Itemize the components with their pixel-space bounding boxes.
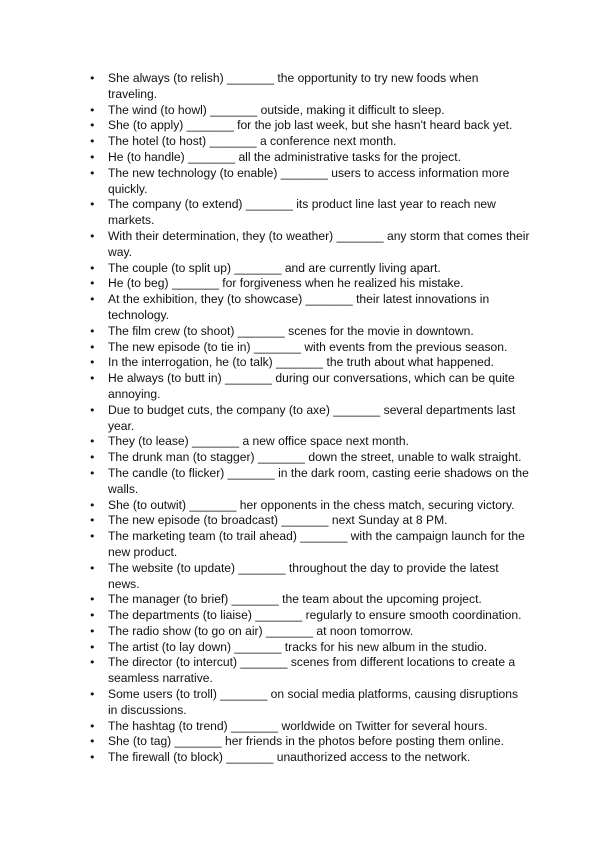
exercise-item [0,434,530,450]
exercise-item [0,340,530,356]
exercise-sentence: The new episode (to broadcast) _______ next Sunday at 8 PM. [108,513,448,528]
exercise-sentence: At the exhibition, they (to showcase) _______ their latest innovations in technology. [108,292,490,322]
exercise-sentence: The company (to extend) _______ its product line last year to reach new markets. [108,197,496,228]
exercise-sentence: Some users (to troll) _______ on social media platforms, causing disruptions in discussions. [108,687,519,717]
bullet-icon: • [89,688,96,702]
exercise-sentence: The hashtag (to trend) _______ worldwide on Twitter for several hours. [108,718,488,733]
exercise-sentence: The hotel (to host) _______ a conference next month. [108,134,397,149]
bullet-icon: • [89,435,96,449]
bullet-icon: • [89,103,96,117]
exercise-sentence: The new episode (to tie in) _______ with events from the previous season. [108,339,508,354]
exercise-item [0,655,530,687]
bullet-icon: • [89,166,96,180]
exercise-item [0,719,530,735]
exercise-item [0,624,530,640]
bullet-icon: • [89,403,96,417]
bullet-icon: • [89,150,96,164]
exercise-sentence: The departments (to liaise) _______ regularly to ensure smooth coordination. [108,608,522,623]
exercise-sentence: The firewall (to block) _______ unauthorized access to the network. [108,750,471,765]
exercise-item [0,197,530,229]
exercise-item [0,592,530,608]
exercise-sentence: The couple (to split up) _______ and are currently living apart. [108,260,441,275]
bullet-icon: • [89,277,96,291]
exercise-item [0,450,530,466]
exercise-item [0,71,530,103]
bullet-icon: • [89,530,96,544]
bullet-icon: • [89,561,96,575]
exercise-sentence: The marketing team (to trail ahead) _______ with the campaign launch for the new product. [108,529,525,559]
bullet-icon: • [89,640,96,654]
exercise-item [0,734,530,750]
bullet-icon: • [89,72,96,85]
exercise-sentence: In the interrogation, he (to talk) _______ the truth about what happened. [108,355,494,370]
bullet-icon: • [89,609,96,623]
exercise-item [0,103,530,119]
bullet-icon: • [89,466,96,480]
bullet-icon: • [89,372,96,386]
exercise-item [0,355,530,371]
exercise-item [0,229,530,261]
exercise-item [0,134,530,150]
exercise-sentence: The wind (to howl) _______ outside, making it difficult to sleep. [108,102,445,117]
exercise-sentence: With their determination, they (to weather) _______ any storm that comes their way. [108,228,530,259]
bullet-icon: • [89,735,96,749]
exercise-sentence: The director (to intercut) _______ scenes from different locations to create a seamless narrative. [108,655,516,686]
bullet-icon: • [89,514,96,528]
exercise-item [0,513,530,529]
exercise-item [0,403,530,435]
exercise-sentence: The radio show (to go on air) _______ at noon tomorrow. [108,623,414,638]
exercise-item [0,561,530,593]
bullet-icon: • [89,593,96,607]
exercise-sentence: He (to handle) _______ all the administrative tasks for the project. [108,149,461,164]
bullet-icon: • [89,751,96,765]
exercise-item [0,371,530,403]
exercise-item [0,261,530,277]
bullet-icon: • [89,293,96,307]
bullet-icon: • [89,656,96,670]
bullet-icon: • [89,719,96,733]
exercise-item [0,466,530,498]
exercise-sentence: She (to apply) _______ for the job last week, but she hasn't heard back yet. [108,118,513,133]
exercise-sentence: She (to outwit) _______ her opponents in the chess match, securing victory. [108,497,515,512]
exercise-sentence: The website (to update) _______ throughout the day to provide the latest news. [108,560,499,591]
bullet-icon: • [89,324,96,338]
exercise-sentence: He always (to butt in) _______ during our conversations, which can be quite annoying. [108,371,515,401]
bullet-icon: • [89,229,96,243]
exercise-item [0,687,530,719]
exercise-sentence: The new technology (to enable) _______ users to access information more quickly. [108,165,510,196]
bullet-icon: • [89,356,96,370]
exercise-sentence: He (to beg) _______ for forgiveness when he realized his mistake. [108,276,464,291]
bullet-icon: • [89,451,96,465]
bullet-icon: • [89,624,96,638]
bullet-icon: • [89,135,96,149]
exercise-sentence: The drunk man (to stagger) _______ down the street, unable to walk straight. [108,450,522,465]
exercise-sentence: The manager (to brief) _______ the team about the upcoming project. [108,592,482,607]
exercise-item [0,750,530,766]
exercise-sentence: She (to tag) _______ her friends in the photos before posting them online. [108,734,504,749]
exercise-item [0,166,530,198]
bullet-icon: • [89,498,96,512]
exercise-sentence: The film crew (to shoot) _______ scenes for the movie in downtown. [108,323,474,338]
exercise-sentence: Due to budget cuts, the company (to axe) _______ several departments last year. [108,402,516,433]
exercise-item [0,118,530,134]
bullet-icon: • [89,198,96,212]
exercise-item [0,292,530,324]
exercise-item [0,276,530,292]
exercise-item [0,608,530,624]
exercise-sentence: The candle (to flicker) _______ in the dark room, casting eerie shadows on the walls. [108,465,529,496]
exercise-list [0,71,600,766]
exercise-item [0,529,530,561]
bullet-icon: • [89,119,96,133]
bullet-icon: • [89,261,96,275]
exercise-item [0,640,530,656]
exercise-item [0,498,530,514]
exercise-item [0,324,530,340]
exercise-sentence: They (to lease) _______ a new office space next month. [108,434,409,449]
exercise-sentence: The artist (to lay down) _______ tracks for his new album in the studio. [108,639,488,654]
exercise-item [0,150,530,166]
exercise-sentence: She always (to relish) _______ the opportunity to try new foods when traveling. [108,71,479,101]
bullet-icon: • [89,340,96,354]
